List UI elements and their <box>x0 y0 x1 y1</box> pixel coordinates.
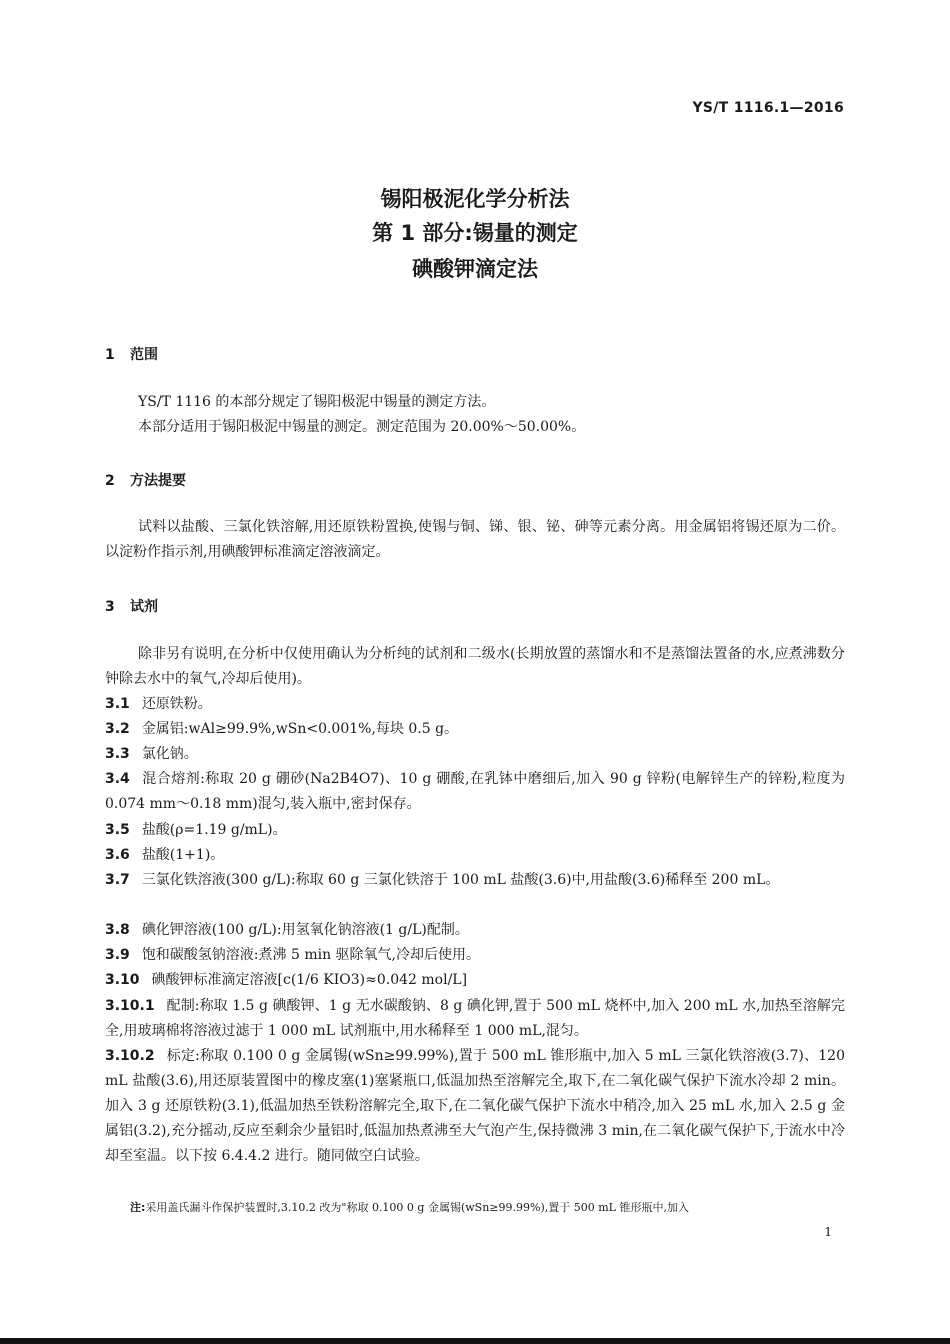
section-title: 范围 <box>130 347 158 363</box>
reagent-item <box>105 717 845 742</box>
reagent-item <box>105 994 845 1044</box>
item-number: 3.9 <box>105 947 130 963</box>
section-number: 1 <box>105 347 115 363</box>
item-text: 盐酸(ρ=1.19 g/mL)。 <box>141 822 287 838</box>
item-text: 标定:称取 0.100 0 g 金属锡(wSn≥99.99%),置于 500 mL 锥形瓶中,加入 5 mL 三氯化铁溶液(3.7)、120 mL 盐酸(3.6),用还原装置图中的橡皮塞(1)塞紧瓶口,低温加热至溶解完全,取下,在二氧化碳气保护下流水冷却 2 min。加入 3 g 还原铁粉(3.1),低温加热至铁粉溶解完全,取下,在二氧化碳气保护下流水中稍冷,加入 25 mL 水,加入 2.5 g 金属铝(3.2),充分摇动,反应至剩余少量铝时,低温加热煮沸至大气泡产生,保持微沸 3 min,在二氧化碳气保护下,于流水中冷却至室温。以下按 6.4.4.2 进行。随同做空白试验。 <box>105 1048 845 1164</box>
title-line-3: 碘酸钾滴定法 <box>412 257 538 281</box>
page-number: 1 <box>824 1225 832 1239</box>
item-text: 三氯化铁溶液(300 g/L):称取 60 g 三氯化铁溶于 100 mL 盐酸(3.6)中,用盐酸(3.6)稀释至 200 mL。 <box>141 872 780 888</box>
note <box>130 1199 846 1217</box>
reagent-item <box>105 818 845 843</box>
section-2-paragraph: 试料以盐酸、三氯化铁溶解,用还原铁粉置换,使锡与铜、锑、银、铋、砷等元素分离。用金属铝将锡还原为二价。以淀粉作指示剂,用碘酸钾标准滴定溶液滴定。 <box>105 519 845 560</box>
item-text: 盐酸(1+1)。 <box>141 847 225 863</box>
item-text: 氯化钠。 <box>141 746 198 762</box>
reagent-item <box>105 692 845 717</box>
item-text: 金属铝:wAl≥99.9%,wSn<0.001%,每块 0.5 g。 <box>141 721 459 737</box>
reagent-item <box>105 968 845 993</box>
reagent-item <box>105 943 845 968</box>
reagent-item <box>105 918 845 943</box>
item-number: 3.6 <box>105 847 130 863</box>
reagent-item <box>105 742 845 767</box>
reagent-item <box>105 767 845 817</box>
item-number: 3.10 <box>105 972 140 988</box>
reagent-item <box>105 868 845 893</box>
section-3-heading <box>105 596 158 616</box>
item-number: 3.1 <box>105 696 130 712</box>
item-text: 配制:称取 1.5 g 碘酸钾、1 g 无水碳酸钠、8 g 碘化钾,置于 500 mL 烧杯中,加入 200 mL 水,加热至溶解完全,用玻璃棉将溶液过滤于 1 000 mL 试剂瓶中,用水稀释至 1 000 mL,混匀。 <box>105 998 845 1039</box>
section-title: 试剂 <box>130 599 158 615</box>
item-text: 饱和碳酸氢钠溶液:煮沸 5 min 驱除氧气,冷却后使用。 <box>141 947 481 963</box>
note-text: 采用盖氏漏斗作保护装置时,3.10.2 改为"称取 0.100 0 g 金属锡(wSn≥99.99%),置于 500 mL 锥形瓶中,加入 <box>145 1201 689 1214</box>
standard-code: YS/T 1116.1—2016 <box>692 100 844 116</box>
reagent-item <box>105 1044 845 1169</box>
note-label: 注: <box>130 1201 146 1214</box>
bottom-border <box>0 1338 950 1344</box>
item-text: 还原铁粉。 <box>141 696 212 712</box>
item-number: 3.3 <box>105 746 130 762</box>
title-line-1: 锡阳极泥化学分析法 <box>380 187 570 211</box>
item-number: 3.10.2 <box>105 1048 155 1064</box>
section-1-paragraph-1: YS/T 1116 的本部分规定了锡阳极泥中锡量的测定方法。 <box>138 394 496 410</box>
section-number: 3 <box>105 599 115 615</box>
item-text: 碘酸钾标准滴定溶液[c(1/6 KIO3)≈0.042 mol/L] <box>151 972 468 988</box>
section-3-intro: 除非另有说明,在分析中仅使用确认为分析纯的试剂和二级水(长期放置的蒸馏水和不是蒸馏法置备的水,应煮沸数分钟除去水中的氧气,冷却后使用)。 <box>105 646 845 687</box>
item-number: 3.4 <box>105 771 130 787</box>
section-number: 2 <box>105 473 115 489</box>
item-number: 3.10.1 <box>105 998 155 1014</box>
section-2-heading <box>105 470 186 490</box>
title-line-2: 第 1 部分:锡量的测定 <box>372 221 578 245</box>
item-text: 混合熔剂:称取 20 g 硼砂(Na2B4O7)、10 g 硼酸,在乳钵中磨细后,加入 90 g 锌粉(电解锌生产的锌粉,粒度为 0.074 mm～0.18 mm)混匀,装入瓶中,密封保存。 <box>105 771 845 812</box>
section-1-paragraph-2: 本部分适用于锡阳极泥中锡量的测定。测定范围为 20.00%～50.00%。 <box>138 419 586 435</box>
section-1-heading <box>105 344 158 364</box>
item-number: 3.7 <box>105 872 130 888</box>
item-number: 3.8 <box>105 922 130 938</box>
item-text: 碘化钾溶液(100 g/L):用氢氧化钠溶液(1 g/L)配制。 <box>141 922 469 938</box>
item-number: 3.5 <box>105 822 130 838</box>
item-number: 3.2 <box>105 721 130 737</box>
reagent-item <box>105 843 845 868</box>
section-title: 方法提要 <box>130 473 186 489</box>
